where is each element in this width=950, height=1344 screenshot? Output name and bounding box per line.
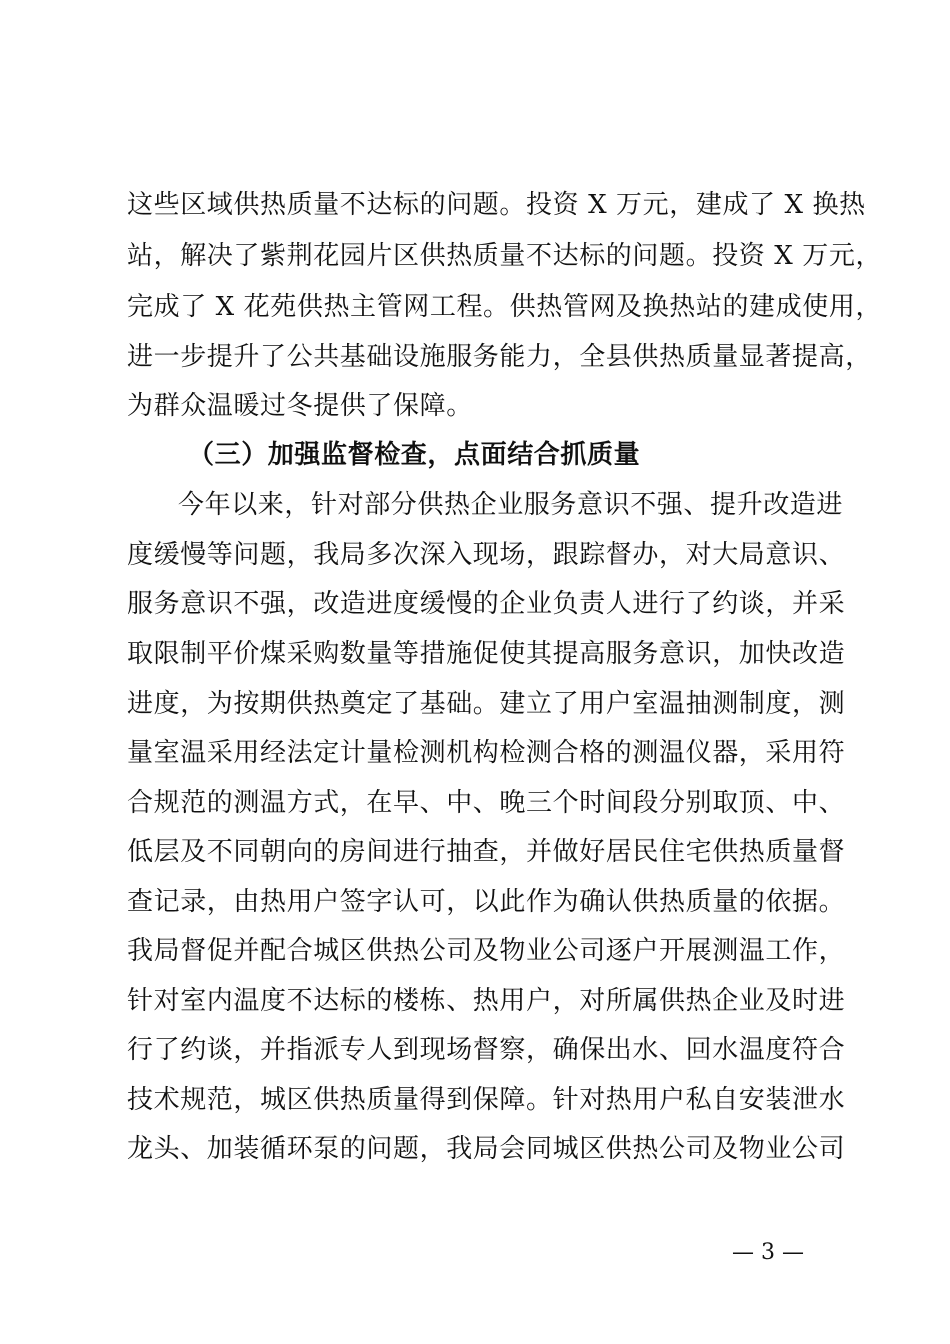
body-line: 这些区域供热质量不达标的问题。投资 X 万元，建成了 X 换热 bbox=[127, 190, 866, 220]
body-line: 进一步提升了公共基础设施服务能力，全县供热质量显著提高， bbox=[127, 342, 872, 372]
body-line: 查记录，由热用户签字认可，以此作为确认供热质量的依据。 bbox=[127, 887, 846, 917]
body-line: 站，解决了紫荆花园片区供热质量不达标的问题。投资 X 万元， bbox=[127, 241, 883, 271]
body-line: 进度，为按期供热奠定了基础。建立了用户室温抽测制度，测 bbox=[127, 689, 846, 719]
body-line: 技术规范，城区供热质量得到保障。针对热用户私自安装泄水 bbox=[127, 1085, 846, 1115]
body-line: 龙头、加装循环泵的问题，我局会同城区供热公司及物业公司 bbox=[127, 1134, 846, 1164]
section-heading: （三）加强监督检查，点面结合抓质量 bbox=[188, 440, 641, 470]
body-line: 针对室内温度不达标的楼栋、热用户，对所属供热企业及时进 bbox=[127, 986, 846, 1016]
body-line: 我局督促并配合城区供热公司及物业公司逐户开展测温工作， bbox=[127, 936, 846, 966]
body-line: 合规范的测温方式，在早、中、晚三个时间段分别取顶、中、 bbox=[127, 788, 846, 818]
body-line: 取限制平价煤采购数量等措施促使其提高服务意识，加快改造 bbox=[127, 639, 846, 669]
body-line: 度缓慢等问题，我局多次深入现场，跟踪督办，对大局意识、 bbox=[127, 540, 846, 570]
body-line: 低层及不同朝向的房间进行抽查，并做好居民住宅供热质量督 bbox=[127, 837, 846, 867]
body-line: 为群众温暖过冬提供了保障。 bbox=[127, 391, 473, 421]
body-line: 行了约谈，并指派专人到现场督察，确保出水、回水温度符合 bbox=[127, 1035, 846, 1065]
page-number: — 3 — bbox=[732, 1240, 804, 1265]
paragraph-first-line: 今年以来，针对部分供热企业服务意识不强、提升改造进 bbox=[178, 490, 844, 520]
body-line: 服务意识不强，改造进度缓慢的企业负责人进行了约谈，并采 bbox=[127, 589, 846, 619]
body-line: 完成了 X 花苑供热主管网工程。供热管网及换热站的建成使用， bbox=[127, 292, 883, 322]
body-line: 量室温采用经法定计量检测机构检测合格的测温仪器，采用符 bbox=[127, 738, 846, 768]
